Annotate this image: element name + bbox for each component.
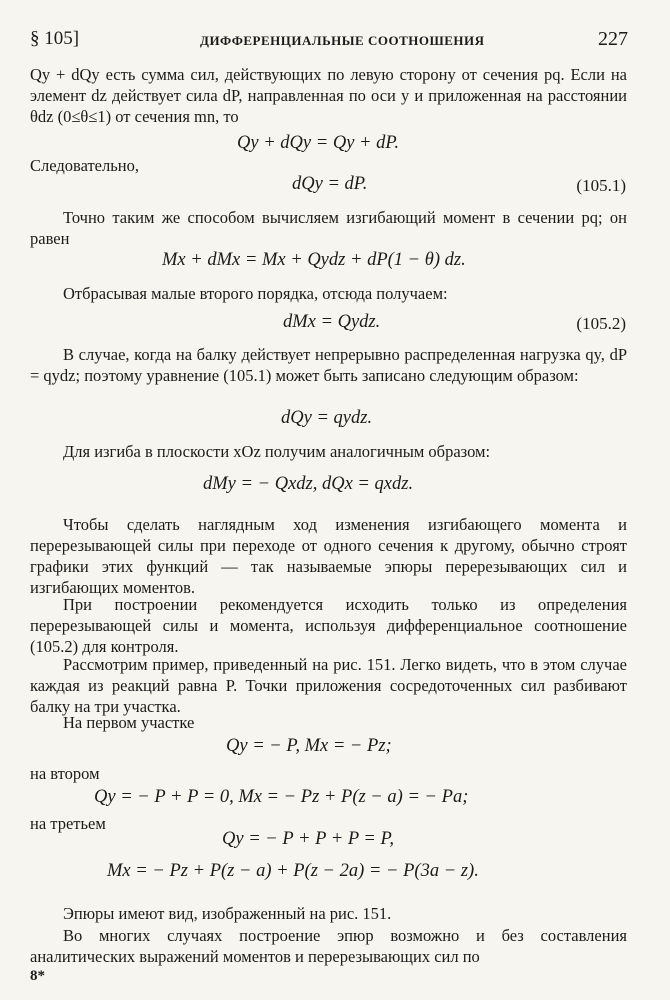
formula-1: Qy + dQy = Qy + dP. xyxy=(237,133,399,153)
paragraph-3: Точно таким же способом вычисляем изгибающий момент в сечении pq; он равен xyxy=(30,208,627,248)
paragraph-12: на третьем xyxy=(30,814,106,833)
page-number: 227 xyxy=(598,28,628,50)
formula-6: dMy = − Qxdz, dQx = qxdz. xyxy=(203,474,414,494)
paragraph-14: Во многих случаях построение эпюр возможно и без составления аналитических выражений моментов и перерезывающих сил по xyxy=(30,926,627,966)
paragraph-5: В случае, когда на балку действует непрерывно распределенная нагрузка qy, dP = qydz; поэтому уравнение (105.1) может быть записано следующим образом: xyxy=(30,345,627,385)
paragraph-9: Рассмотрим пример, приведенный на рис. 151. Легко видеть, что в этом случае каждая из реакций равна P. Точки приложения сосредоточенных сил разбивают балку на три участка. xyxy=(30,655,627,716)
formula-3: Mx + dMx = Mx + Qydz + dP(1 − θ) dz. xyxy=(162,250,466,270)
running-title: ДИФФЕРЕНЦИАЛЬНЫЕ СООТНОШЕНИЯ xyxy=(200,33,485,48)
formula-2: dQy = dP. xyxy=(292,174,368,194)
formula-9: Qy = − P + P + P = P, xyxy=(222,829,395,849)
formula-10: Mx = − Pz + P(z − a) + P(z − 2a) = − P(3a − z). xyxy=(107,861,479,881)
formula-5: dQy = qydz. xyxy=(281,408,373,428)
section-reference: § 105] xyxy=(30,28,80,49)
paragraph-11: на втором xyxy=(30,764,100,783)
equation-number-105-2: (105.2) xyxy=(576,314,626,333)
signature-mark: 8* xyxy=(30,968,45,984)
equation-number-105-1: (105.1) xyxy=(576,176,626,195)
paragraph-10: На первом участке xyxy=(63,713,195,732)
formula-8: Qy = − P + P = 0, Mx = − Pz + P(z − a) = − Pa; xyxy=(94,787,469,807)
paragraph-6: Для изгиба в плоскости xOz получим аналогичным образом: xyxy=(63,442,491,461)
paragraph-7: Чтобы сделать наглядным ход изменения изгибающего момента и перерезывающей силы при переходе от одного сечения к другому, обычно строят графики этих функций — так называемые эпюры перерезывающих сил и изгибающих моментов. xyxy=(30,515,627,597)
paragraph-2: Следовательно, xyxy=(30,156,139,175)
paragraph-1: Qy + dQy есть сумма сил, действующих по левую сторону от сечения pq. Если на элемент dz действует сила dP, направленная по оси y и приложенная на расстоянии θdz (0≤θ≤1) от сечения mn, то xyxy=(30,65,627,126)
formula-4: dMx = Qydz. xyxy=(283,312,381,332)
paragraph-4: Отбрасывая малые второго порядка, отсюда получаем: xyxy=(63,284,448,303)
paragraph-8: При построении рекомендуется исходить только из определения перерезывающей силы и момента, используя дифференциальное соотношение (105.2) для контроля. xyxy=(30,595,627,656)
formula-7: Qy = − P, Mx = − Pz; xyxy=(226,736,392,756)
paragraph-13: Эпюры имеют вид, изображенный на рис. 151. xyxy=(63,904,392,923)
